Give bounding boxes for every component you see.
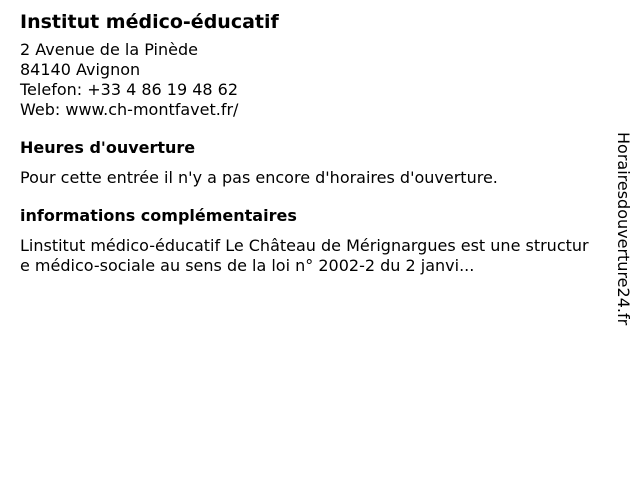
listing-card	[20, 10, 600, 276]
info-text: Linstitut médico-éducatif Le Château de Mérignargues est une structure médico-sociale au sens de la loi n° 2002-2 du 2 janvi...	[20, 236, 589, 275]
address-city: 84140 Avignon	[20, 60, 141, 79]
listing-title: Institut médico-éducatif	[20, 11, 279, 33]
hours-text: Pour cette entrée il n'y a pas encore d'horaires d'ouverture.	[20, 168, 498, 187]
hours-heading: Heures d'ouverture	[20, 138, 196, 157]
website: Web: www.ch-montfavet.fr/	[20, 100, 239, 119]
address-street: 2 Avenue de la Pinède	[20, 40, 198, 59]
site-brand-vertical: Horairesdouverture24.fr	[614, 132, 633, 326]
phone-number: Telefon: +33 4 86 19 48 62	[20, 80, 239, 99]
info-heading: informations complémentaires	[20, 206, 297, 225]
